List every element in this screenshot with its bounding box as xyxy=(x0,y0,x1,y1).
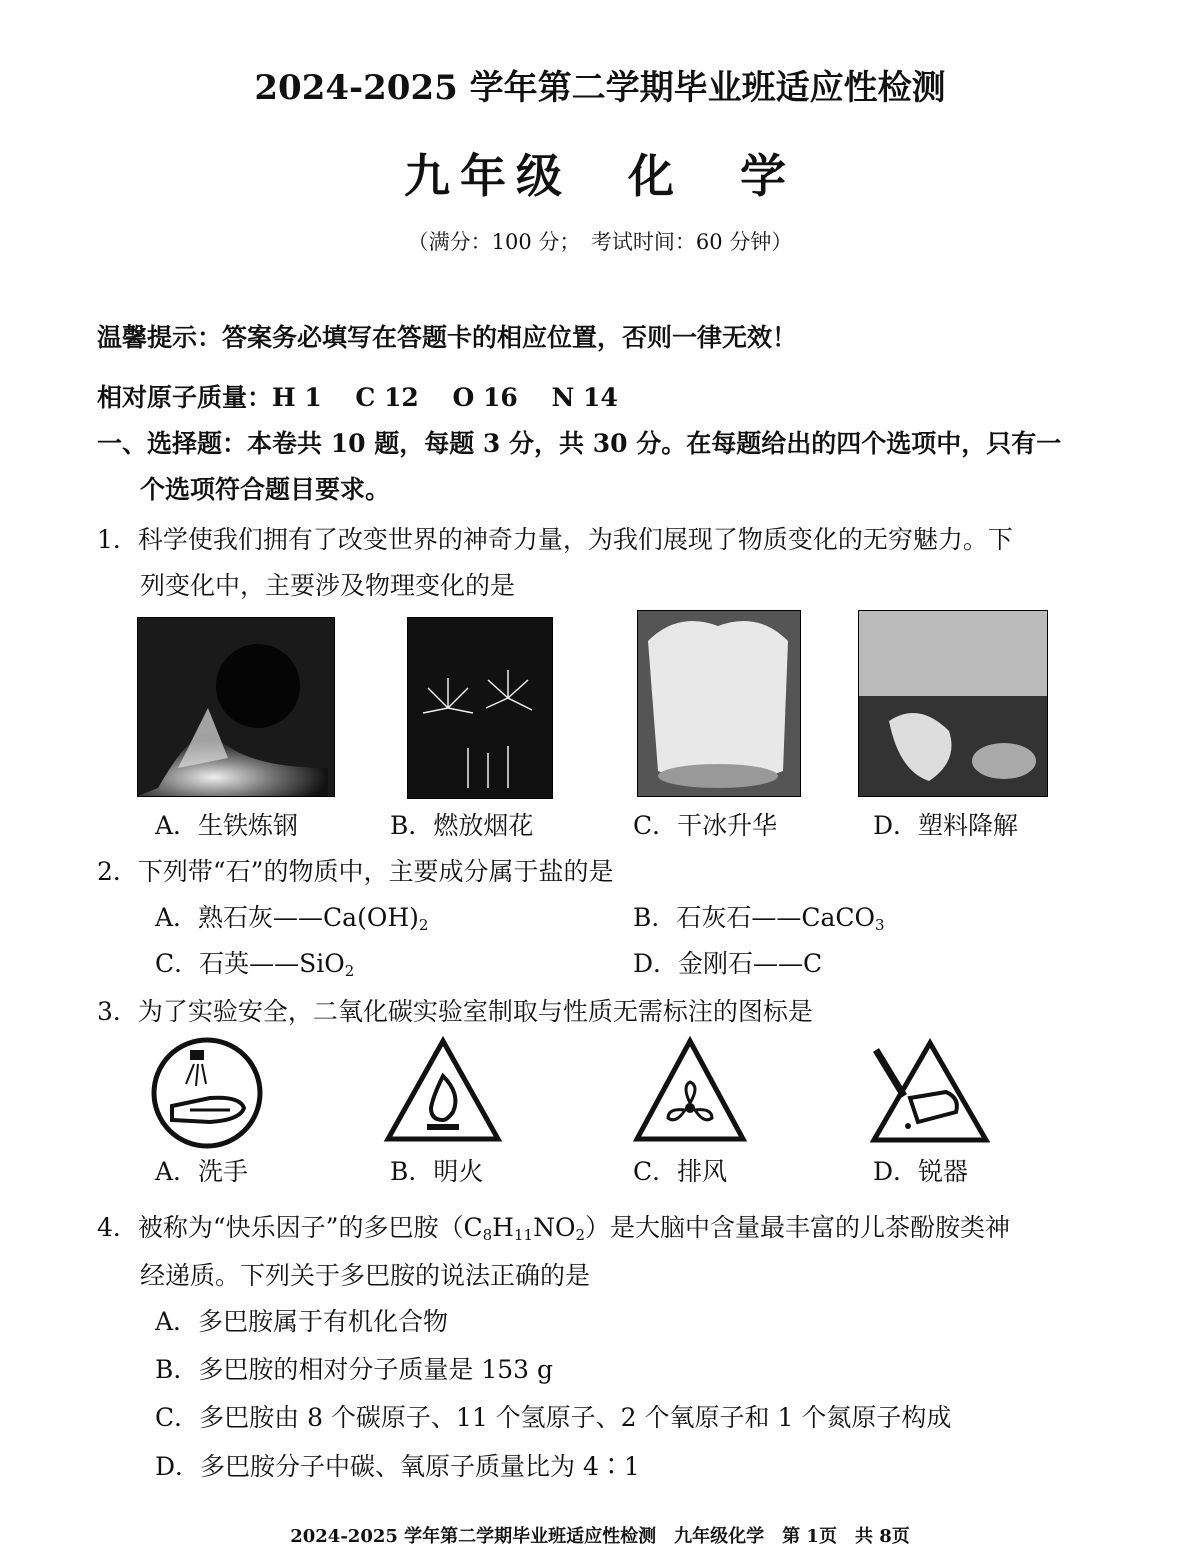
q2-option-c: C．石英——SiO$_2$ xyxy=(155,949,355,980)
section1-line1: 一、选择题：本卷共 10 题，每题 3 分，共 30 分。在每题给出的四个选项中，只有一 xyxy=(97,429,1062,458)
q2-option-a: A．熟石灰$——Ca(OH)_2$ xyxy=(155,903,429,934)
q1-option-c: C．干冰升华 xyxy=(633,811,778,840)
q4-option-b: B．多巴胺的相对分子质量是 153 g xyxy=(155,1355,553,1384)
q1-stem-line1: 1．科学使我们拥有了改变世界的神奇力量，为我们展现了物质变化的无穷魅力。下 xyxy=(97,525,1013,554)
page-footer: 2024-2025 学年第二学期毕业班适应性检测 九年级化学 第 1页 共 8页 xyxy=(290,1526,910,1547)
q3-stem: 3．为了实验安全，二氧化碳实验室制取与性质无需标注的图标是 xyxy=(97,997,813,1026)
q3-option-b: B．明火 xyxy=(390,1157,484,1186)
exam-title: 2024-2025 学年第二学期毕业班适应性检测 xyxy=(254,68,946,108)
q4-stem-line2: 经递质。下列关于多巴胺的说法正确的是 xyxy=(140,1261,591,1290)
q4-stem-line1: 4．被称为“快乐因子”的多巴胺$(C_8H_{11}NO_2)$是大脑中含量最丰富的儿茶酚胺类神 xyxy=(97,1213,1010,1244)
q2-option-d: D．金刚石——C xyxy=(633,949,823,978)
ventilation-fan-icon xyxy=(632,1036,748,1144)
q3-option-c: C．排风 xyxy=(633,1157,728,1186)
photo-steelmaking xyxy=(137,617,335,797)
open-flame-icon xyxy=(383,1036,503,1144)
q2-option-b: B．石灰石——CaCO$_3$ xyxy=(633,903,885,934)
photo-fireworks xyxy=(407,617,553,799)
sharp-object-icon xyxy=(868,1036,992,1146)
q3-option-d: D．锐器 xyxy=(873,1157,969,1186)
q4-option-a: A．多巴胺属于有机化合物 xyxy=(155,1307,449,1336)
photo-plastic-degradation xyxy=(858,610,1048,797)
q1-option-a: A．生铁炼钢 xyxy=(155,811,299,840)
q1-option-d: D．塑料降解 xyxy=(873,811,1019,840)
exam-meta: （满分：100 分； 考试时间：60 分钟） xyxy=(407,230,793,254)
atomic-mass: 相对原子质量：H 1 C 12 O 16 N 14 xyxy=(97,383,618,412)
q2-stem: 2．下列带“石”的物质中，主要成分属于盐的是 xyxy=(97,857,614,886)
notice: 温馨提示：答案务必填写在答题卡的相应位置，否则一律无效！ xyxy=(97,323,798,352)
q1-stem-line2: 列变化中，主要涉及物理变化的是 xyxy=(140,571,516,600)
q4-option-c: C．多巴胺由 8 个碳原子、11 个氢原子、2 个氧原子和 1 个氮原子构成 xyxy=(155,1403,952,1432)
hand-wash-icon xyxy=(150,1036,264,1150)
subject-title: 九年级 化 学 xyxy=(404,149,796,203)
photo-dry-ice xyxy=(637,610,801,797)
q3-option-a: A．洗手 xyxy=(155,1157,249,1186)
q4-option-d: D．多巴胺分子中碳、氧原子质量比为 4∶1 xyxy=(155,1452,640,1481)
section1-line2: 个选项符合题目要求。 xyxy=(140,475,391,504)
q1-option-b: B．燃放烟花 xyxy=(390,811,534,840)
